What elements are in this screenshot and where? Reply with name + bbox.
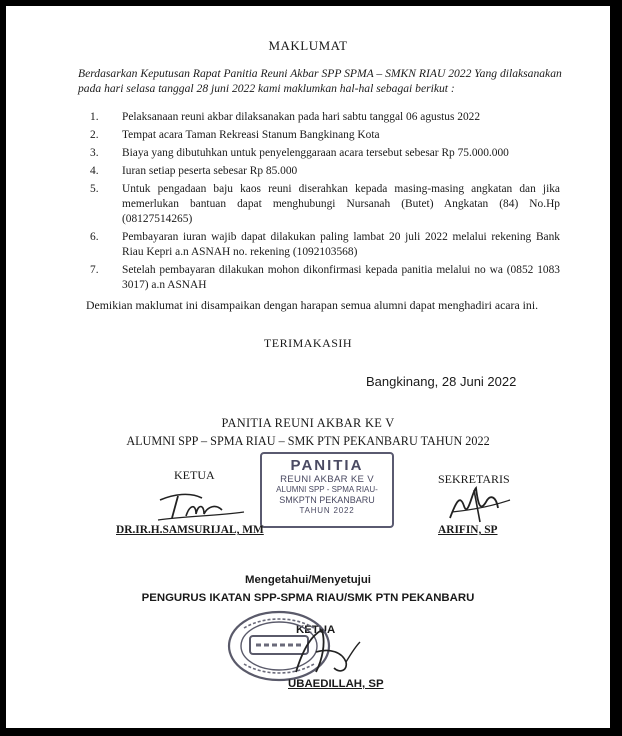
stamp-line: TAHUN 2022 [299,505,355,515]
committee-heading: PANITIA REUNI AKBAR KE V [221,416,395,430]
secretary-signature [446,482,516,526]
list-item-text: Setelah pembayaran dilakukan mohon dikonfirmasi kepada panitia melalui no wa (0852 1083 3017) a.n ASNAH [122,264,560,291]
list-item-text: Biaya yang dibutuhkan untuk penyelenggaraan acara tersebut sebesar Rp 75.000.000 [122,147,509,159]
list-item [90,263,560,293]
list-item-text: Iuran setiap peserta sebesar Rp 85.000 [122,165,298,177]
association-chair-name: UBAEDILLAH, SP [288,678,384,690]
intro-paragraph: Berdasarkan Keputusan Rapat Panitia Reuni Akbar SPP SPMA – SMKN RIAU 2022 Yang dilaksanakan pada hari selasa tanggal 28 juni 2022 kami maklumkan hal-hal sebagai berikut : [78,67,562,95]
chairman-role: KETUA [174,468,215,482]
document-title: MAKLUMAT [268,38,348,53]
list-item-number: 6. [90,231,99,243]
list-item [90,146,560,161]
association-chair-signature [286,622,366,678]
chairman-name: DR.IR.H.SAMSURIJAL, MM [116,524,264,536]
list-item [90,164,560,179]
list-item [90,128,560,143]
acknowledgement-label: Mengetahui/Menyetujui [245,574,371,586]
list-item-number: 5. [90,183,99,195]
list-item-text: Tempat acara Taman Rekreasi Stanum Bangkinang Kota [122,129,380,141]
list-item-number: 3. [90,147,99,159]
announcement-list [90,110,560,296]
association-chair-role: KETUA [296,624,336,636]
stamp-line: SMKPTN PEKANBARU [279,494,375,505]
chairman-signature [156,490,246,524]
alumni-heading: ALUMNI SPP – SPMA RIAU – SMK PTN PEKANBARU TAHUN 2022 [126,434,490,448]
thanks-text: TERIMAKASIH [263,336,353,350]
closing-paragraph: Demikian maklumat ini disampaikan dengan harapan semua alumni dapat menghadiri acara ini. [86,298,539,312]
list-item-number: 7. [90,264,99,276]
stamp-line: PANITIA [290,457,364,474]
list-item-text: Untuk pengadaan baju kaos reuni diserahkan kepada masing-masing angkatan dan jika memerlukan bantuan dapat menghubungi Nursanah (Butet) Angkatan (84) No.Hp (08127514265) [122,183,560,225]
list-item-text: Pembayaran iuran wajib dapat dilakukan paling lambat 20 juli 2022 melalui rekening Bank Riau Kepri a.n ASNAH no. rekening (1092103568) [122,231,560,258]
secretary-role: SEKRETARIS [438,472,510,486]
committee-stamp [260,452,394,528]
list-item-text: Pelaksanaan reuni akbar dilaksanakan pada hari sabtu tanggal 06 agustus 2022 [122,111,481,123]
list-item-number: 4. [90,165,99,177]
list-item-number: 1. [90,111,99,123]
list-item [90,182,560,227]
stamp-line: REUNI AKBAR KE V [280,474,374,485]
list-item-number: 2. [90,129,99,141]
organization-name: PENGURUS IKATAN SPP-SPMA RIAU/SMK PTN PEKANBARU [141,592,475,604]
city-date: Bangkinang, 28 Juni 2022 [366,374,517,389]
list-item [90,230,560,260]
secretary-name: ARIFIN, SP [438,524,498,536]
stamp-line: ALUMNI SPP - SPMA RIAU- [276,485,378,494]
list-item [90,110,560,125]
document-page [6,6,610,728]
